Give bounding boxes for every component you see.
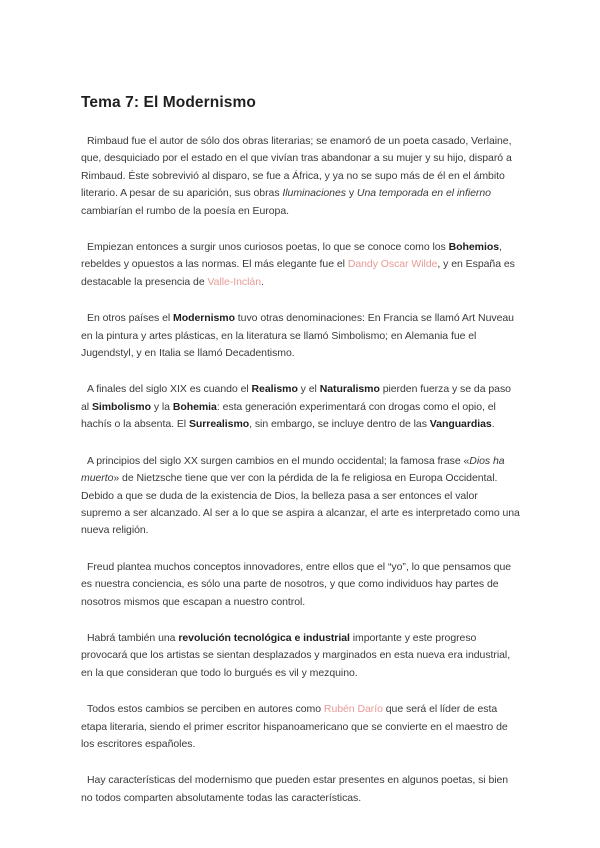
- bold-term: Realismo: [251, 383, 298, 396]
- text-run: A principios del siglo XX surgen cambios en el mundo occidental; la famosa frase «: [87, 454, 470, 467]
- text-run: y el: [297, 383, 320, 396]
- text-link[interactable]: Rubén Darío: [323, 703, 383, 716]
- text-run: , rebeldes y opuestos a las normas. El más elegante fue el: [81, 241, 502, 271]
- text-run: Hay características del modernismo que pueden estar presentes en algunos poetas, si bien no todos comparten absolutamente todas las características.: [81, 774, 509, 804]
- text-run: : esta generación experimentará con drogas como el opio, el hachís o la absenta. El: [81, 400, 496, 431]
- text-run: A finales del siglo XIX es cuando el: [87, 383, 252, 396]
- text-run: y la: [150, 400, 173, 413]
- bold-term: Vanguardias: [429, 418, 492, 431]
- text-run: En otros países el: [87, 312, 174, 325]
- paragraph: [81, 310, 521, 362]
- paragraph: [81, 772, 521, 807]
- text-run: » de Nietzsche tiene que ver con la pérdida de la fe religiosa en Europa Occidental. Debido a que se duda de la existencia de Dios, la belleza pasa a ser entonces el valor supremo a ser alcanzado. Al ser a lo que se aspira a alcanzar, el arte es interpretado como una nueva religión.: [81, 472, 520, 537]
- text-run: Todos estos cambios se perciben en autores como: [87, 703, 324, 716]
- italic-title: Dios ha muerto: [81, 454, 505, 485]
- text-run: , sin embargo, se incluye dentro de las: [249, 418, 430, 431]
- text-run: Rimbaud fue el autor de sólo dos obras literarias; se enamoró de un poeta casado, Verlaine, que, desquiciado por el estado en el que vivían tras abandonar a su mujer y su hijo, disparó a Rimbaud. Éste sobrevivió al disparo, se fue a África, y ya no se supo más de él en el ámbito literario. A pesar de su aparición, sus obras: [81, 135, 512, 200]
- page-title: Tema 7: El Modernismo: [81, 94, 256, 111]
- paragraph: [81, 453, 521, 540]
- text-link[interactable]: Valle-Inclán: [207, 275, 261, 288]
- text-run: Habrá también una: [87, 631, 179, 644]
- bold-term: Bohemia: [172, 400, 217, 413]
- paragraph: [81, 701, 521, 753]
- paragraph: [81, 559, 521, 611]
- bold-term: Bohemios: [448, 241, 499, 254]
- paragraph: [81, 381, 521, 433]
- bold-term: revolución tecnológica e industrial: [178, 631, 350, 644]
- text-run: pierden fuerza y se da paso al: [81, 383, 511, 413]
- bold-term: Naturalismo: [319, 383, 380, 396]
- bold-term: Modernismo: [173, 312, 235, 325]
- document-body: [81, 133, 521, 826]
- bold-term: Simbolismo: [91, 400, 151, 413]
- text-run: tuvo otras denominaciones: En Francia se llamó Art Nuveau en la pintura y artes plásticas, en la literatura se llamó Simbolismo; en Alemania fue el Jugendstyl, y en Italia se llamó Decadentismo.: [81, 312, 514, 360]
- text-run: .: [491, 418, 495, 431]
- text-run: , y en España es destacable la presencia de: [81, 258, 515, 288]
- text-link[interactable]: Dandy Oscar Wilde: [347, 258, 438, 271]
- text-run: Freud plantea muchos conceptos innovadores, entre ellos que el “yo”, lo que pensamos que es nuestra conciencia, es sólo una parte de nosotros, y que como individuos hay partes de nosotros mismos que escapan a nuestro control.: [81, 560, 512, 608]
- paragraph: [81, 630, 521, 682]
- text-run: .: [260, 275, 264, 288]
- italic-title: Iluminaciones: [282, 187, 346, 200]
- text-run: cambiarían el rumbo de la poesía en Europa.: [81, 204, 289, 217]
- paragraph: [81, 133, 521, 220]
- text-run: y: [345, 187, 357, 200]
- text-run: Empiezan entonces a surgir unos curiosos poetas, lo que se conoce como los: [87, 241, 449, 254]
- bold-term: Surrealismo: [188, 418, 250, 431]
- paragraph: [81, 239, 521, 291]
- text-run: que será el líder de esta etapa literaria, siendo el primer escritor hispanoamericano que se convierte en el maestro de los escritores españoles.: [81, 703, 508, 750]
- text-run: importante y este progreso provocará que los artistas se sientan desplazados y marginados en esta nueva era industrial, en la que consideran que todo lo burgués es vil y mezquino.: [81, 631, 511, 679]
- italic-title: Una temporada en el infierno: [356, 187, 491, 200]
